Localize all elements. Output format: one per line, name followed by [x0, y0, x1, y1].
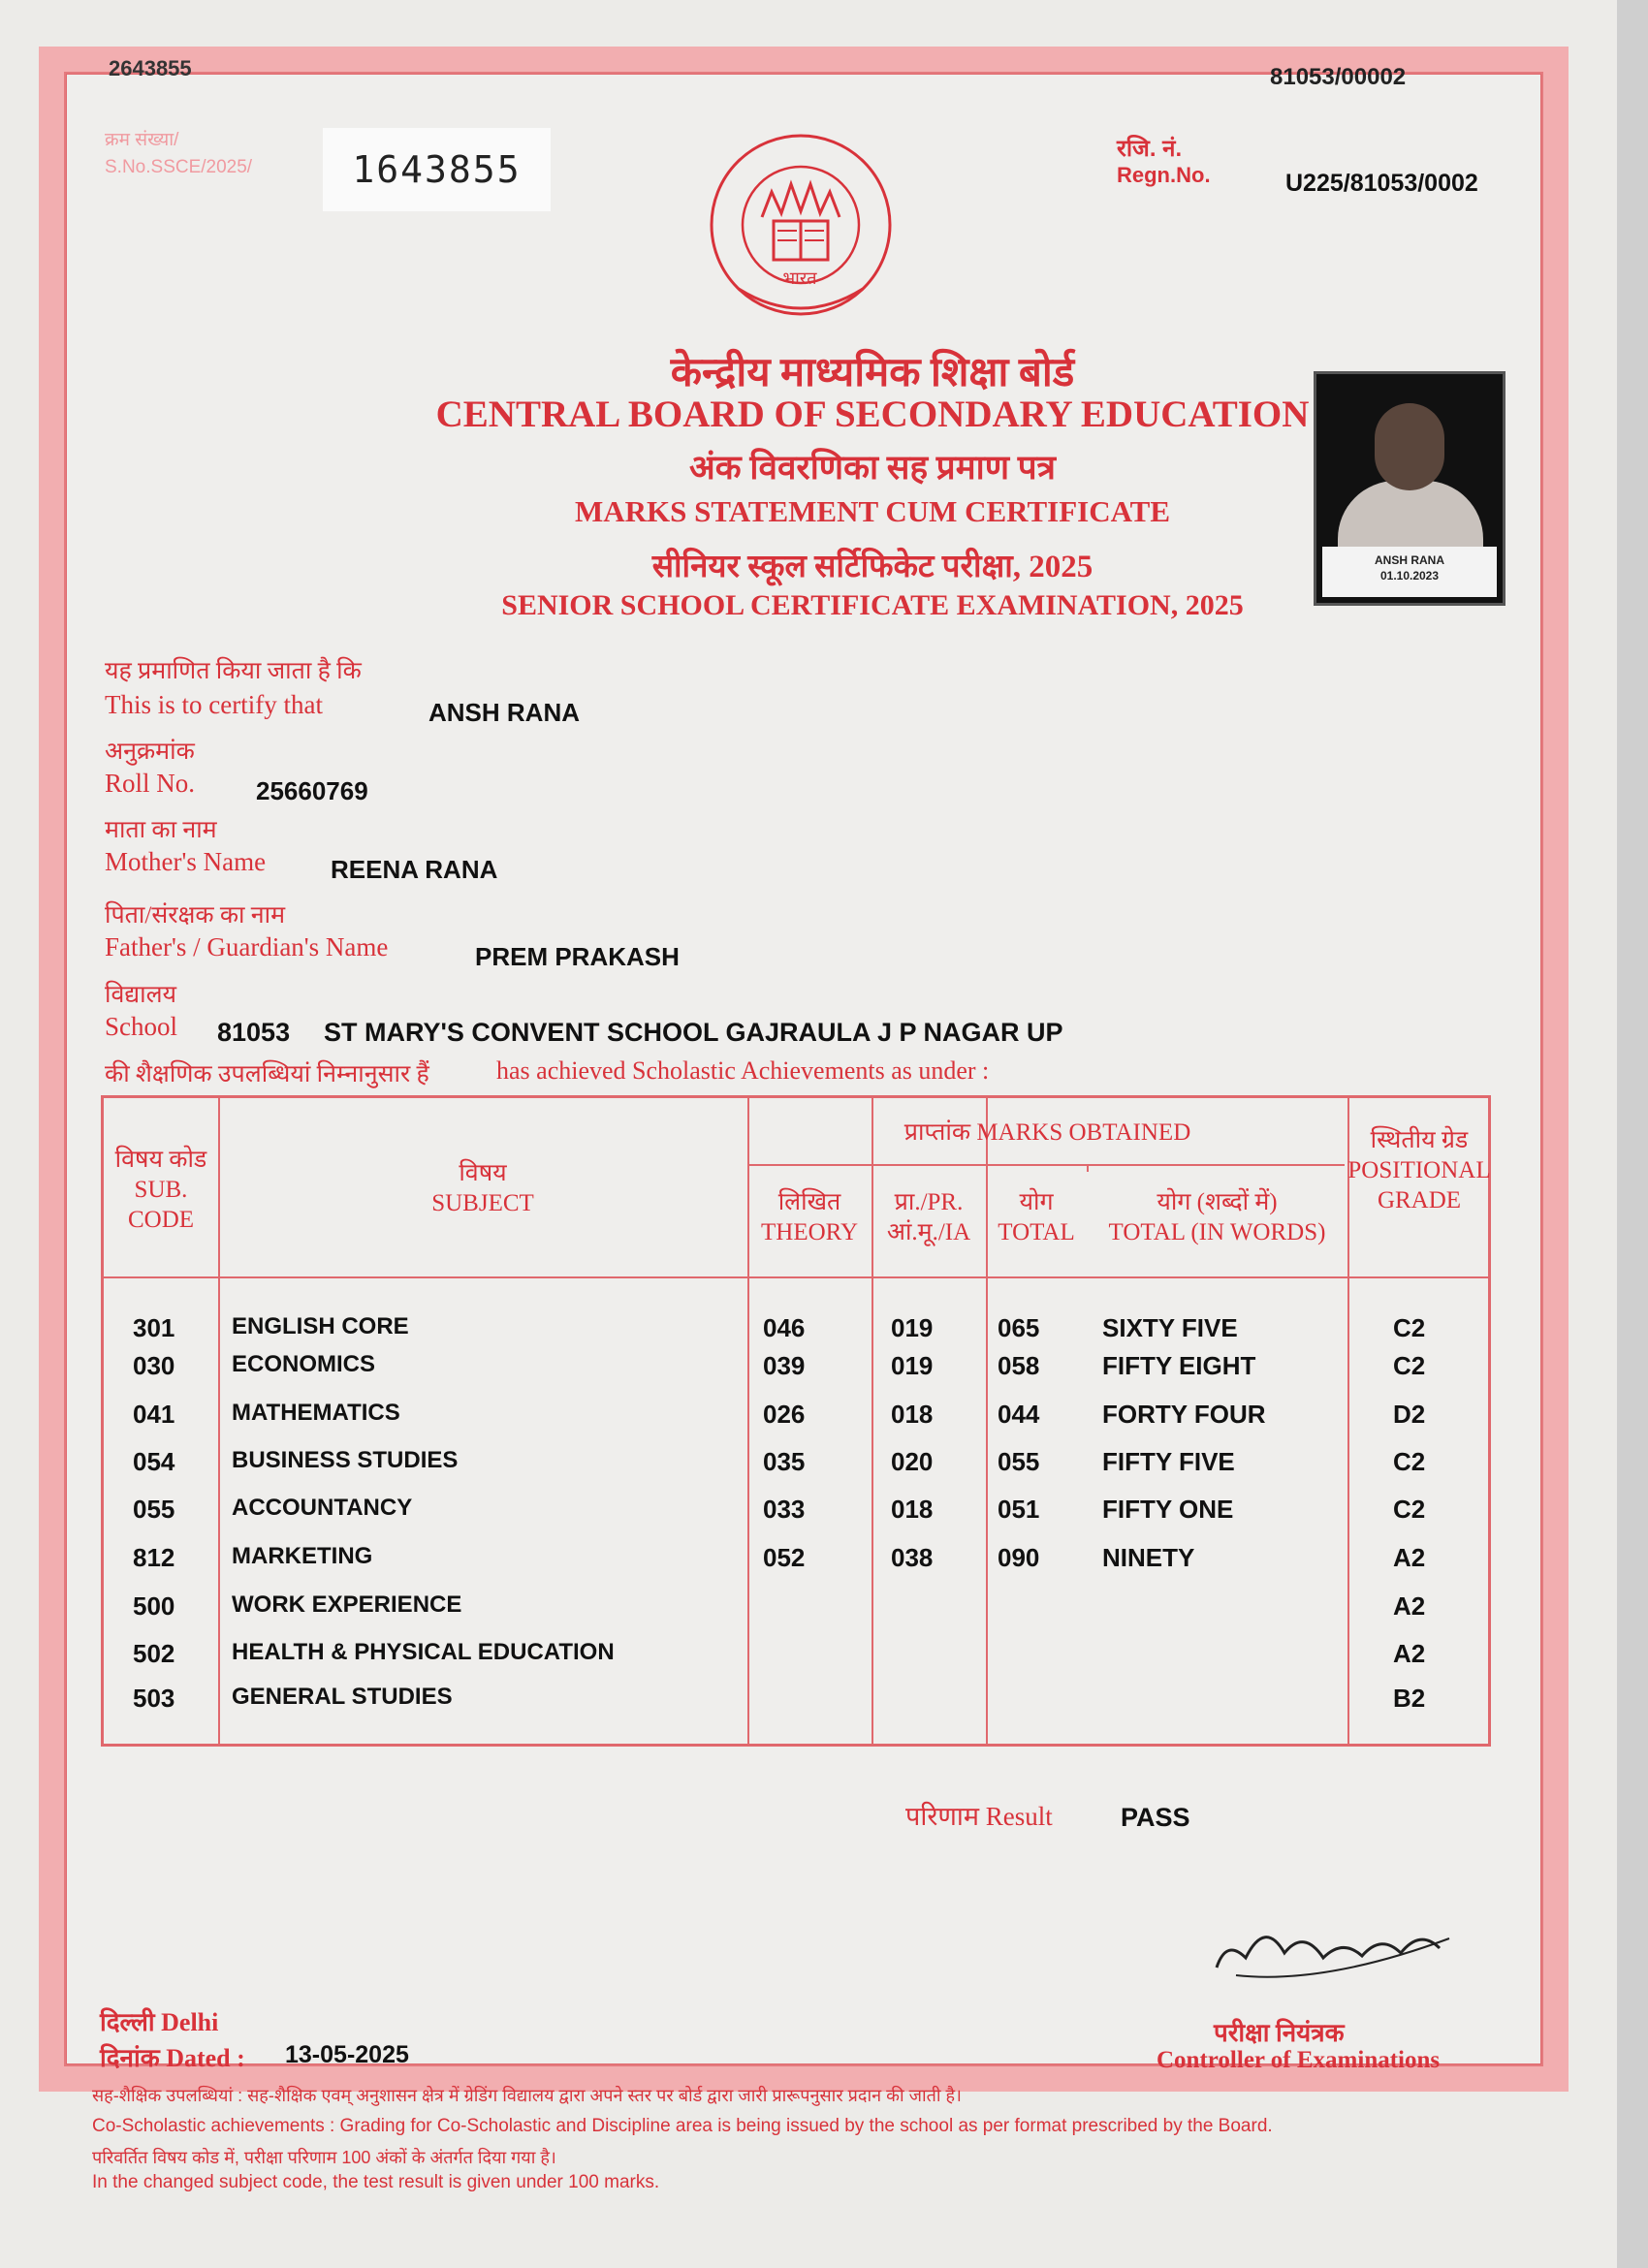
cell-words: SIXTY FIVE — [1102, 1313, 1238, 1342]
father-label-en: Father's / Guardian's Name — [105, 932, 389, 961]
achieved-label-en: has achieved Scholastic Achievements as under : — [496, 1056, 990, 1085]
serial-label-en: S.No.SSCE/2025/ — [105, 157, 253, 177]
table-row — [104, 1639, 1488, 1678]
cell-grade: C2 — [1393, 1495, 1426, 1524]
cell-code: 502 — [133, 1639, 175, 1668]
cell-code: 030 — [133, 1351, 175, 1380]
cell-theory: 026 — [763, 1400, 806, 1429]
header-subject: विषय SUBJECT — [431, 1160, 534, 1216]
header-practical: प्रा./PR. आं.मू./IA — [886, 1189, 971, 1245]
cell-theory: 052 — [763, 1543, 806, 1572]
board-title-en: CENTRAL BOARD OF SECONDARY EDUCATION — [435, 394, 1310, 435]
dated-label: दिनांक Dated : — [100, 2044, 245, 2072]
result-value: PASS — [1121, 1803, 1190, 1832]
photo-name: ANSH RANA — [1375, 553, 1444, 567]
emblem-bharat: भारत — [782, 268, 817, 288]
cell-words: FORTY FOUR — [1102, 1400, 1266, 1429]
header-positional-grade: स्थितीय ग्रेड POSITIONAL GRADE — [1347, 1127, 1491, 1213]
board-title-hi: केन्द्रीय माध्यमिक शिक्षा बोर्ड — [670, 351, 1075, 395]
top-left-code: 2643855 — [109, 56, 192, 80]
cell-theory: 033 — [763, 1495, 806, 1524]
certify-label-hi: यह प्रमाणित किया जाता है कि — [105, 658, 362, 684]
father-name: PREM PRAKASH — [475, 942, 680, 971]
exam-title-hi: सीनियर स्कूल सर्टिफिकेट परीक्षा, 2025 — [651, 550, 1093, 584]
cell-words: FIFTY FIVE — [1102, 1447, 1235, 1476]
cell-grade: C2 — [1393, 1313, 1426, 1342]
cell-code: 503 — [133, 1684, 175, 1713]
cell-subject: ECONOMICS — [232, 1351, 376, 1377]
doc-title-hi: अंक विवरणिका सह प्रमाण पत्र — [689, 449, 1056, 487]
cell-subject: GENERAL STUDIES — [232, 1684, 453, 1710]
photo-date: 01.10.2023 — [1379, 569, 1440, 583]
marks-table — [101, 1095, 1491, 1747]
cell-total: 065 — [998, 1313, 1040, 1342]
serial-label-hi: क्रम संख्या/ — [105, 130, 179, 150]
header-code: विषय कोड SUB. CODE — [114, 1147, 207, 1233]
photo-caption — [1322, 547, 1497, 597]
place-label: दिल्ली Delhi — [100, 2008, 219, 2036]
roll-number: 25660769 — [256, 776, 368, 805]
mother-name: REENA RANA — [331, 855, 498, 884]
father-label-hi: पिता/संरक्षक का नाम — [105, 902, 286, 929]
serial-number: 1643855 — [323, 128, 551, 211]
dated-value: 13-05-2025 — [285, 2041, 409, 2068]
footnote-2-en: In the changed subject code, the test result is given under 100 marks. — [92, 2172, 660, 2192]
cell-practical: 038 — [891, 1543, 934, 1572]
achieved-label-hi: की शैक्षणिक उपलब्धियां निम्नानुसार हैं — [105, 1061, 429, 1087]
certify-label-en: This is to certify that — [105, 690, 323, 719]
regn-number: U225/81053/0002 — [1285, 170, 1478, 197]
regn-label-en: Regn.No. — [1117, 163, 1211, 187]
top-right-code: 81053/00002 — [1270, 64, 1407, 90]
cell-words: FIFTY ONE — [1102, 1495, 1234, 1524]
header-total-words: योग (शब्दों में) TOTAL (IN WORDS) — [1108, 1189, 1326, 1245]
cell-subject: ENGLISH CORE — [232, 1313, 409, 1339]
cell-theory: 035 — [763, 1447, 806, 1476]
cell-grade: A2 — [1393, 1591, 1426, 1621]
header-marks-obtained: प्राप्तांक MARKS OBTAINED — [903, 1119, 1191, 1146]
roll-label-en: Roll No. — [105, 769, 196, 798]
table-row — [104, 1400, 1488, 1438]
cell-code: 812 — [133, 1543, 175, 1572]
cell-total: 058 — [998, 1351, 1040, 1380]
cell-practical: 019 — [891, 1351, 934, 1380]
mother-label-en: Mother's Name — [105, 847, 267, 876]
cell-practical: 018 — [891, 1400, 934, 1429]
table-row — [104, 1313, 1488, 1352]
footnote-1-en: Co-Scholastic achievements : Grading for Co-Scholastic and Discipline area is being issued by the school as per format prescribed by the Board. — [92, 2116, 1273, 2136]
cell-total: 090 — [998, 1543, 1040, 1572]
cell-subject: BUSINESS STUDIES — [232, 1447, 459, 1473]
cell-subject: ACCOUNTANCY — [232, 1495, 413, 1521]
cell-grade: B2 — [1393, 1684, 1426, 1713]
cell-words: NINETY — [1102, 1543, 1195, 1572]
footnote-2-hi: परिवर्तित विषय कोड में, परीक्षा परिणाम 100 अंकों के अंतर्गत दिया गया है। — [92, 2148, 556, 2167]
school-name: ST MARY'S CONVENT SCHOOL GAJRAULA J P NAGAR UP — [324, 1018, 1063, 1047]
cell-subject: HEALTH & PHYSICAL EDUCATION — [232, 1639, 615, 1665]
cell-total: 044 — [998, 1400, 1040, 1429]
cell-subject: MATHEMATICS — [232, 1400, 400, 1426]
cell-theory: 039 — [763, 1351, 806, 1380]
cell-grade: C2 — [1393, 1351, 1426, 1380]
cell-practical: 020 — [891, 1447, 934, 1476]
exam-title-en: SENIOR SCHOOL CERTIFICATE EXAMINATION, 2025 — [501, 589, 1244, 621]
cell-total: 055 — [998, 1447, 1040, 1476]
footnote-1-hi: सह-शैक्षिक उपलब्धियां : सह-शैक्षिक एवम् अनुशासन क्षेत्र में ग्रेडिंग विद्यालय द्वारा अपने स्तर पर बोर्ड द्वारा जारी प्रारूपनुसार प्रदान की जाती है। — [92, 2086, 962, 2105]
controller-signature — [1207, 1900, 1469, 1997]
cell-code: 055 — [133, 1495, 175, 1524]
school-label-en: School — [105, 1012, 178, 1041]
cell-subject: WORK EXPERIENCE — [232, 1591, 462, 1618]
school-label-hi: विद्यालय — [105, 982, 177, 1008]
student-name: ANSH RANA — [428, 698, 580, 727]
header-total: योग TOTAL — [998, 1189, 1075, 1245]
table-row — [104, 1495, 1488, 1533]
cell-subject: MARKETING — [232, 1543, 373, 1569]
table-row — [104, 1591, 1488, 1630]
cell-practical: 018 — [891, 1495, 934, 1524]
cell-code: 041 — [133, 1400, 175, 1429]
doc-title-en: MARKS STATEMENT CUM CERTIFICATE — [574, 494, 1171, 528]
regn-label-hi: रजि. नं. — [1117, 136, 1183, 162]
cell-code: 054 — [133, 1447, 175, 1476]
roll-label-hi: अनुक्रमांक — [105, 739, 195, 765]
school-code: 81053 — [217, 1018, 291, 1047]
cell-code: 301 — [133, 1313, 175, 1342]
cbse-emblem — [700, 124, 902, 326]
cell-theory: 046 — [763, 1313, 806, 1342]
cell-grade: A2 — [1393, 1543, 1426, 1572]
header-theory: लिखित THEORY — [761, 1189, 858, 1245]
cell-total: 051 — [998, 1495, 1040, 1524]
table-row — [104, 1543, 1488, 1582]
controller-label-en: Controller of Examinations — [1157, 2047, 1441, 2073]
cell-code: 500 — [133, 1591, 175, 1621]
student-photo — [1314, 371, 1505, 606]
cell-words: FIFTY EIGHT — [1102, 1351, 1256, 1380]
table-row — [104, 1351, 1488, 1390]
cell-practical: 019 — [891, 1313, 934, 1342]
cell-grade: C2 — [1393, 1447, 1426, 1476]
controller-label-hi: परीक्षा नियंत्रक — [1214, 2019, 1345, 2047]
cell-grade: A2 — [1393, 1639, 1426, 1668]
cell-grade: D2 — [1393, 1400, 1426, 1429]
mother-label-hi: माता का नाम — [105, 817, 217, 843]
result-label: परिणाम Result — [905, 1802, 1053, 1831]
table-row — [104, 1447, 1488, 1486]
table-row — [104, 1684, 1488, 1722]
